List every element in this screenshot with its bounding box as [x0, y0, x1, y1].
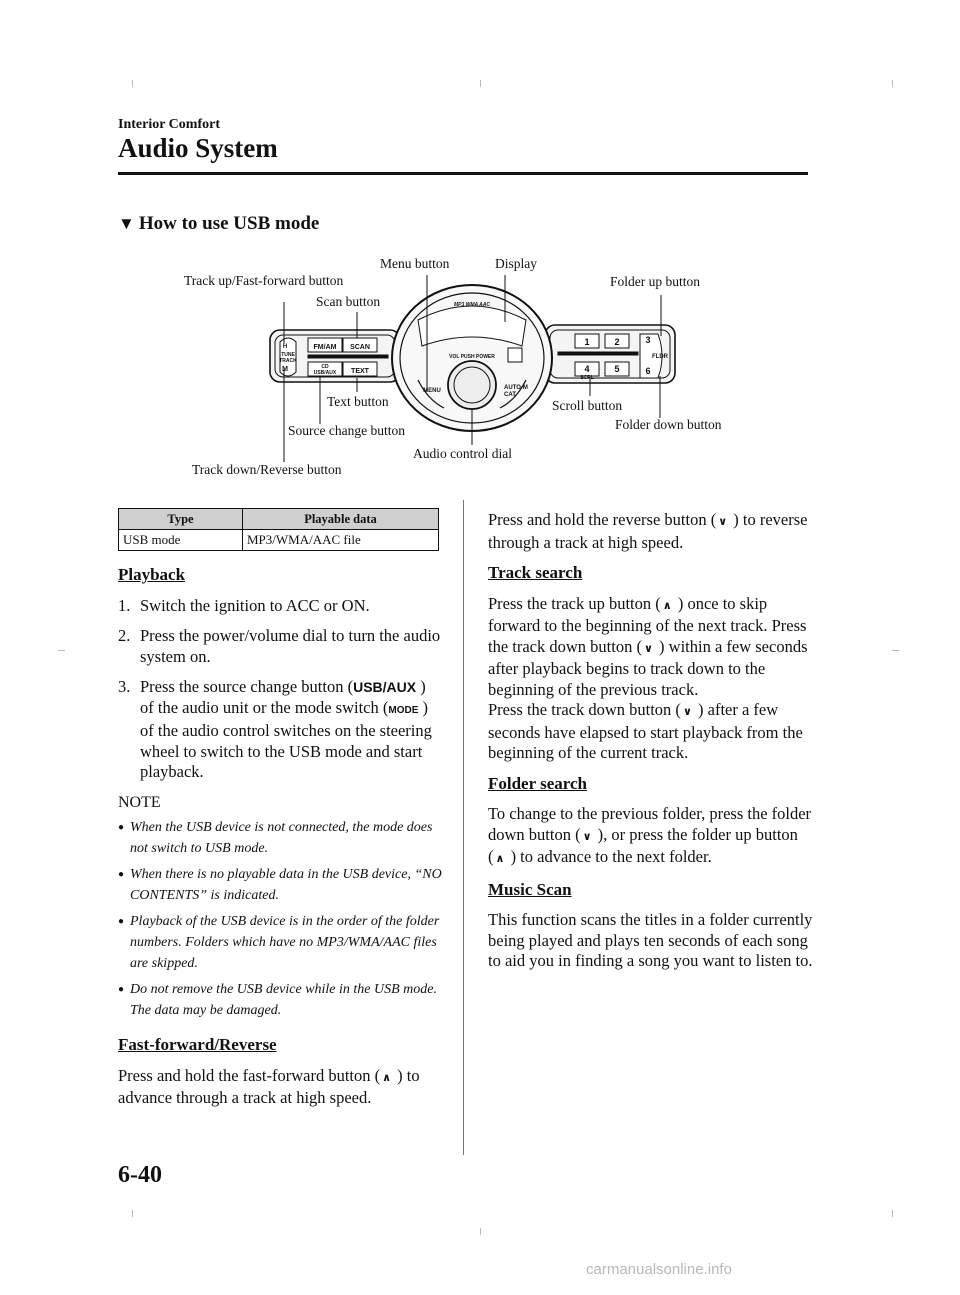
- bullet-icon: ●: [118, 822, 125, 833]
- svg-text:FLDR: FLDR: [652, 354, 668, 360]
- svg-text:M: M: [282, 366, 288, 373]
- playable-data-table: [118, 508, 439, 551]
- label-menu-button: Menu button: [380, 256, 450, 271]
- table-cell: USB mode: [119, 530, 243, 551]
- list-item: ● Playback of the USB device is in the order of the folder numbers. Folders which have no MP3/WMA/AAC files are skipped.: [118, 911, 443, 974]
- right-column: [488, 510, 813, 982]
- svg-text:4: 4: [584, 364, 590, 374]
- table-header: Playable data: [243, 509, 439, 530]
- paragraph: This function scans the titles in a folder currently being played and plays ten seconds of each song to aid you in finding a song you want to listen to.: [488, 910, 813, 970]
- subsection-text: How to use USB mode: [138, 213, 320, 234]
- svg-text:TEXT: TEXT: [351, 368, 369, 375]
- list-item: ● When the USB device is not connected, the mode does not switch to USB mode.: [118, 817, 443, 859]
- label-scroll-button: Scroll button: [552, 398, 623, 413]
- svg-text:MP3 WMA AAC: MP3 WMA AAC: [453, 302, 491, 308]
- svg-text:1: 1: [584, 337, 590, 347]
- heading-fast-forward: Fast-forward/Reverse: [118, 1035, 277, 1054]
- note-list: [118, 817, 443, 1021]
- label-source-change: Source change button: [288, 423, 405, 438]
- table-row: [119, 530, 439, 551]
- down-arrow-icon: ∨: [643, 641, 653, 655]
- section-name: Interior Comfort: [118, 117, 220, 132]
- paragraph: Press the track down button ( ∨ ) after a few seconds have elapsed to start playback from the beginning of the current track.: [488, 700, 803, 762]
- bullet-icon: ●: [118, 869, 125, 880]
- heading-track-search: Track search: [488, 563, 583, 582]
- crop-mark: [132, 1210, 133, 1217]
- table-header: Type: [119, 509, 243, 530]
- paragraph: To change to the previous folder, press the folder down button ( ∨ ), or press the folder up button ( ∧ ) to advance to the next folder.: [488, 804, 812, 866]
- svg-text:TUNE: TUNE: [281, 352, 295, 358]
- down-arrow-icon: ∨: [682, 705, 692, 718]
- label-track-up: Track up/Fast-forward button: [184, 273, 344, 288]
- crop-mark: [892, 650, 899, 651]
- down-arrow-icon: ∨: [718, 515, 728, 528]
- mode-key-icon: MODE: [388, 704, 419, 716]
- svg-text:SCAN: SCAN: [350, 344, 370, 351]
- svg-text:3: 3: [645, 335, 651, 345]
- svg-text:5: 5: [614, 364, 620, 374]
- up-arrow-icon: ∧: [382, 1070, 392, 1084]
- bullet-icon: ●: [118, 984, 125, 995]
- left-column: [118, 565, 443, 1119]
- crop-mark: [480, 1228, 481, 1235]
- down-arrow-icon: ∨: [582, 829, 592, 843]
- paragraph: Press and hold the fast-forward button ( ∧ ) to advance through a track at high speed.: [118, 1065, 420, 1107]
- svg-text:VOL PUSH POWER: VOL PUSH POWER: [449, 354, 495, 360]
- heading-music-scan: Music Scan: [488, 879, 572, 899]
- crop-mark: [58, 650, 65, 651]
- up-arrow-icon: ∧: [495, 852, 505, 865]
- svg-text:TRACK: TRACK: [279, 358, 297, 364]
- svg-text:FM/AM: FM/AM: [313, 344, 337, 351]
- triangle-marker-icon: ▼: [118, 214, 135, 233]
- step-item: 2. Press the power/volume dial to turn the audio system on.: [118, 626, 441, 666]
- step-item: 1. Switch the ignition to ACC or ON.: [118, 595, 370, 615]
- svg-text:6: 6: [645, 366, 651, 376]
- step-item: 3. Press the source change button (USB/AUX ) of the audio unit or the mode switch (MODE ) of the audio control switches on the steering wheel to switch to the USB mode and start playback.: [118, 677, 432, 781]
- label-folder-up: Folder up button: [610, 274, 700, 289]
- label-scan-button: Scan button: [316, 294, 381, 309]
- svg-text:AUTO-M: AUTO-M: [504, 385, 528, 391]
- label-display: Display: [495, 256, 537, 271]
- heading-playback: Playback: [118, 565, 186, 584]
- page-title: Audio System: [118, 133, 278, 163]
- list-item: ● Do not remove the USB device while in the USB mode. The data may be damaged.: [118, 979, 443, 1021]
- paragraph: Press and hold the reverse button ( ∨ ) to reverse through a track at high speed.: [488, 510, 808, 552]
- paragraph: Press the track up button ( ∧ ) once to skip forward to the beginning of the next track. Press the track down button ( ∨ ) within a few seconds after playback begins to track down to the beginning of the previous track.: [488, 593, 808, 699]
- label-audio-control-dial: Audio control dial: [413, 446, 512, 461]
- table-cell: MP3/WMA/AAC file: [243, 530, 439, 551]
- audio-unit-diagram: [0, 0, 960, 500]
- bullet-icon: ●: [118, 916, 125, 927]
- watermark: carmanualsonline.info: [586, 1261, 732, 1278]
- svg-text:CD: CD: [321, 364, 329, 370]
- svg-text:2: 2: [614, 337, 620, 347]
- column-divider: [463, 500, 464, 1155]
- label-folder-down: Folder down button: [615, 417, 722, 432]
- page-number: 6-40: [118, 1162, 162, 1188]
- svg-text:SCRL: SCRL: [580, 375, 594, 381]
- svg-text:CAT: CAT: [504, 392, 516, 398]
- up-arrow-icon: ∧: [662, 598, 672, 612]
- heading-folder-search: Folder search: [488, 773, 587, 793]
- svg-text:MENU: MENU: [423, 388, 441, 394]
- svg-text:H: H: [282, 344, 288, 350]
- label-text-button: Text button: [327, 394, 389, 409]
- note-title: NOTE: [118, 793, 161, 811]
- list-item: ● When there is no playable data in the USB device, “NO CONTENTS” is indicated.: [118, 864, 443, 906]
- usb-aux-key-icon: USB/AUX: [353, 679, 417, 695]
- label-track-down: Track down/Reverse button: [192, 462, 342, 477]
- svg-text:USB/AUX: USB/AUX: [313, 370, 337, 376]
- crop-mark: [892, 1210, 893, 1217]
